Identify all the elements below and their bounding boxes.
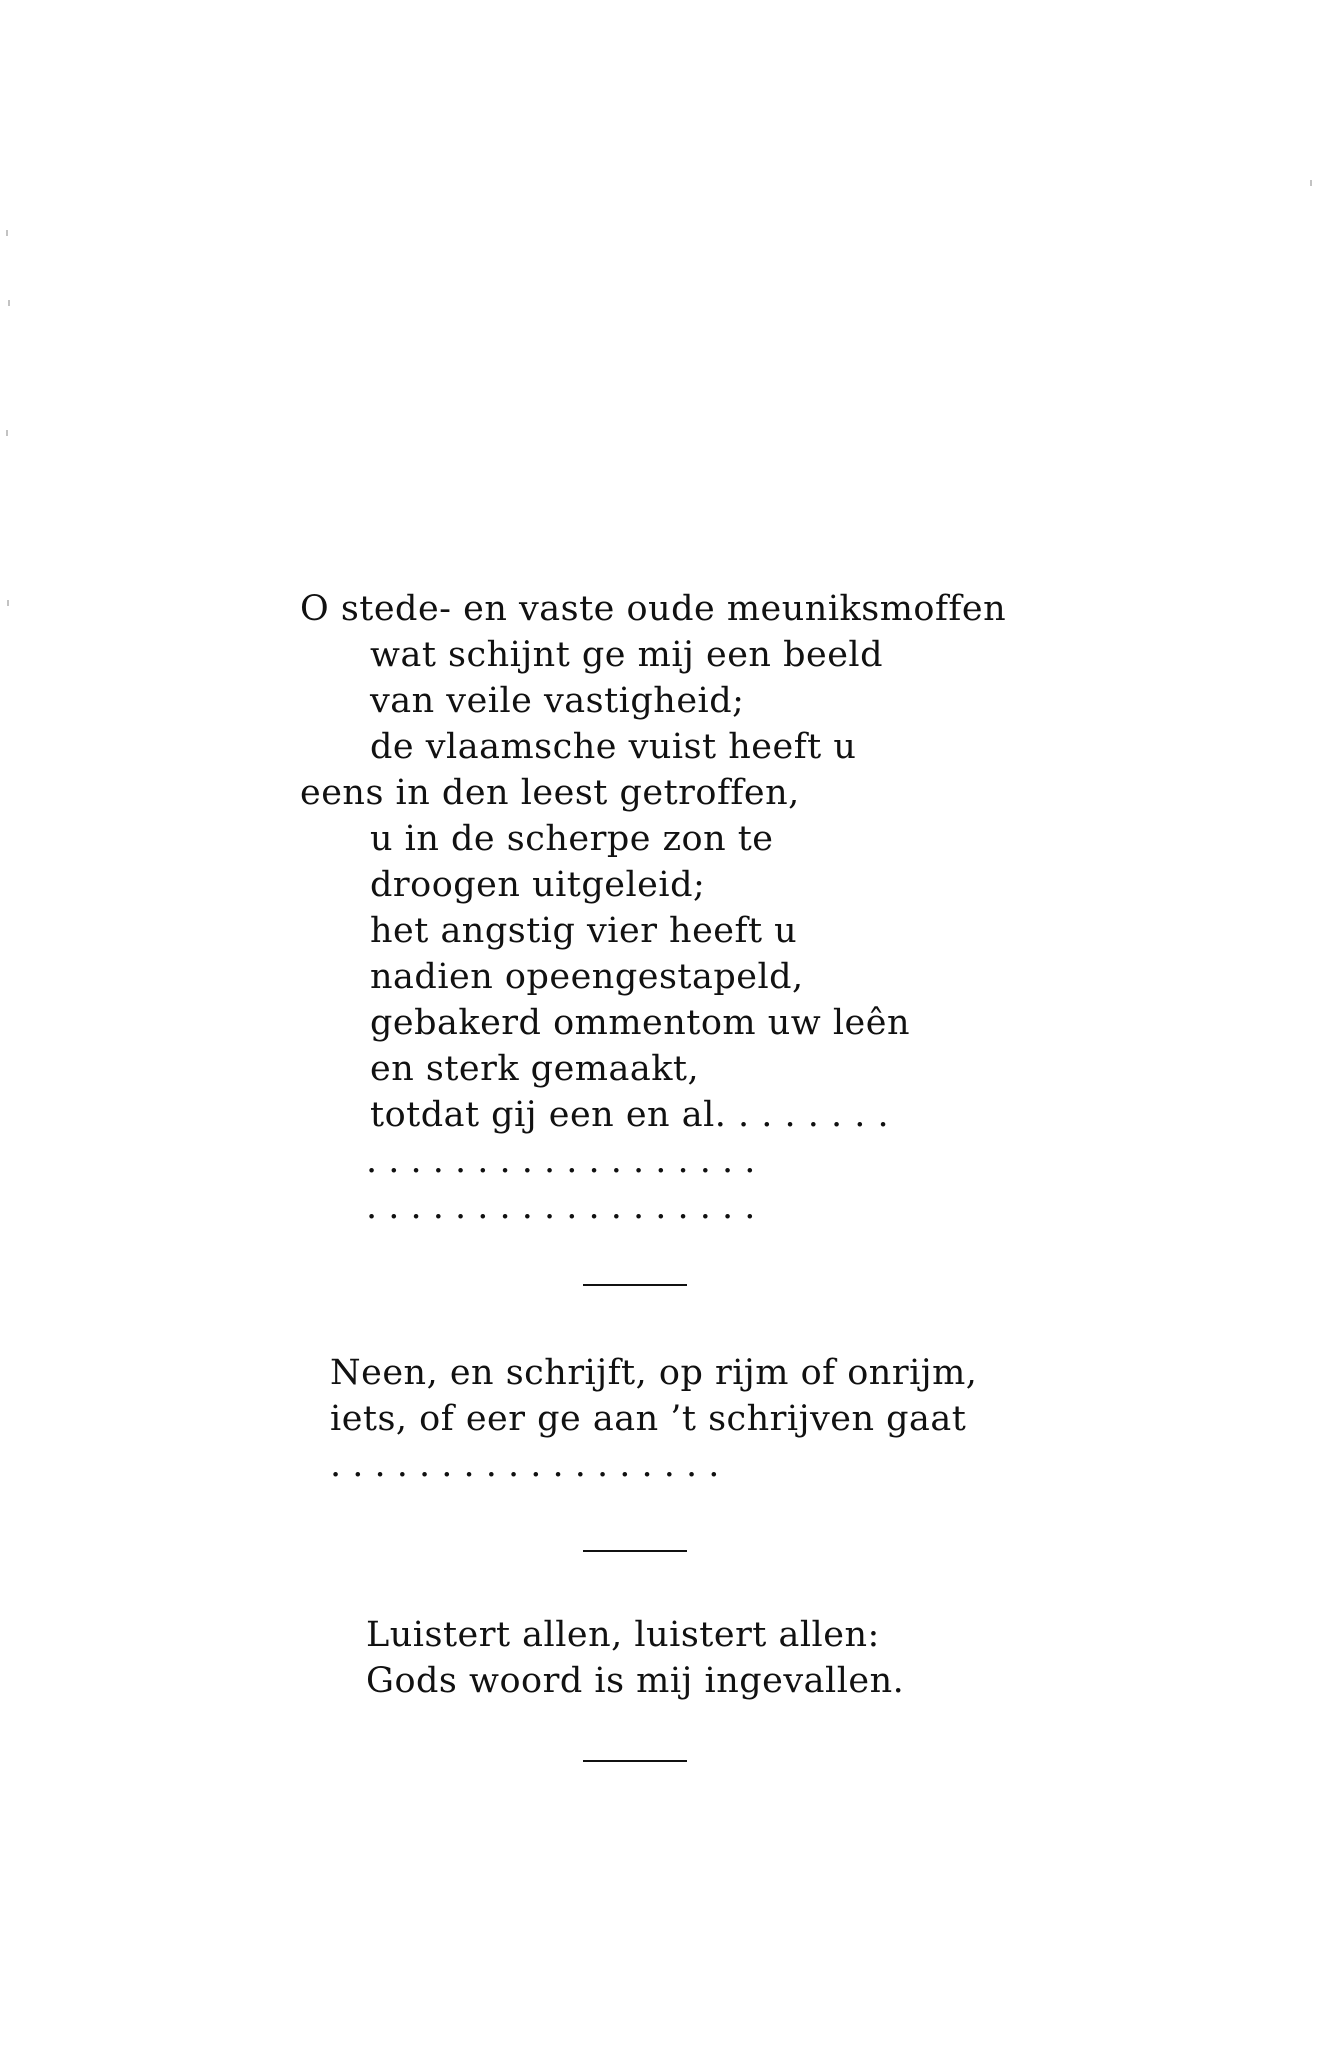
scan-speck [1310, 180, 1312, 186]
scan-speck [7, 600, 9, 606]
verse-line: de vlaamsche vuist heeft u [370, 727, 857, 767]
ellipsis-row: . . . . . . . . . . . . . . . . . . [330, 1445, 720, 1485]
verse-line: nadien opeengestapeld, [370, 957, 804, 997]
section-divider [583, 1760, 687, 1762]
verse-line: eens in den leest getroffen, [300, 773, 800, 813]
ellipsis-row: . . . . . . . . . . . . . . . . . . [366, 1141, 756, 1181]
verse-line: Gods woord is mij ingevallen. [366, 1661, 905, 1701]
verse-line: droogen uitgeleid; [370, 865, 706, 905]
verse-line: gebakerd ommentom uw leên [370, 1003, 911, 1043]
section-divider [583, 1284, 687, 1286]
section-divider [583, 1550, 687, 1552]
verse-line: wat schijnt ge mij een beeld [370, 635, 884, 675]
verse-line: Neen, en schrijft, op rijm of onrijm, [330, 1353, 978, 1393]
verse-line: iets, of eer ge aan ’t schrijven gaat [330, 1399, 967, 1439]
verse-line: totdat gij een en al. . . . . . . . [370, 1095, 890, 1135]
scan-speck [6, 430, 8, 436]
verse-line: van veile vastigheid; [370, 681, 745, 721]
scan-speck [6, 230, 8, 236]
verse-line: Luistert allen, luistert allen: [366, 1615, 880, 1655]
ellipsis-row: . . . . . . . . . . . . . . . . . . [366, 1187, 756, 1227]
verse-line: het angstig vier heeft u [370, 911, 798, 951]
verse-line: en sterk gemaakt, [370, 1049, 700, 1089]
verse-line: u in de scherpe zon te [370, 819, 774, 859]
verse-line: O stede- en vaste oude meuniksmoffen [300, 589, 1007, 629]
scan-speck [8, 300, 10, 306]
